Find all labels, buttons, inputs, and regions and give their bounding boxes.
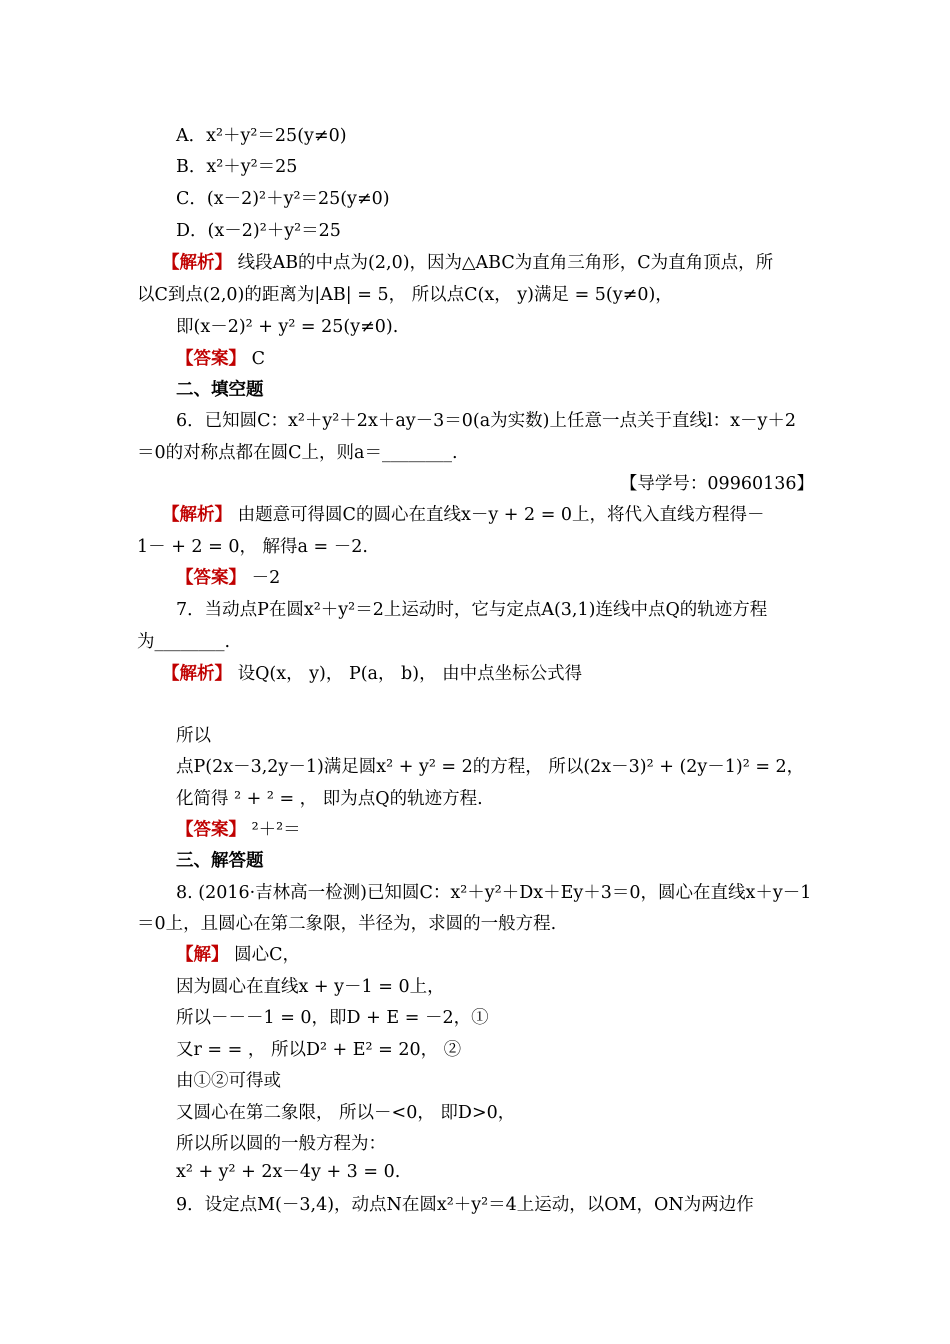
solution-line: 因为圆心在直线x + y－1 = 0上， xyxy=(176,977,445,997)
answer-tag: 【答案】 xyxy=(176,820,246,840)
solution-line: 所以所以圆的一般方程为： xyxy=(176,1134,386,1154)
analysis-line: 化简得 ² + ² = ， 即为点Q的轨迹方程. xyxy=(176,789,483,809)
analysis-line: 所以 xyxy=(176,726,211,746)
answer-line xyxy=(176,347,265,371)
solution-line: 又r = = ， 所以D² + E² = 20， ② xyxy=(176,1040,462,1060)
question-text: 7．当动点P在圆x²＋y²＝2上运动时，它与定点A(3,1)连线中点Q的轨迹方程 xyxy=(176,600,768,620)
solution-line: 由①②可得或 xyxy=(176,1071,281,1091)
answer-text: ²＋²＝ xyxy=(246,820,301,840)
analysis-text: 设Q(x， y)， P(a， b)， 由中点坐标公式得 xyxy=(232,664,583,684)
answer-tag: 【答案】 xyxy=(176,349,246,369)
question-text: ＝0上，且圆心在第二象限，半径为，求圆的一般方程. xyxy=(137,914,557,934)
option-b: B．x²＋y²＝25 xyxy=(176,157,298,177)
answer-tag: 【答案】 xyxy=(176,568,246,588)
option-d: D．(x－2)²＋y²＝25 xyxy=(176,221,341,241)
analysis-tag: 【解析】 xyxy=(162,664,232,684)
section-heading: 二、填空题 xyxy=(176,380,264,400)
answer-line xyxy=(176,566,280,590)
reference-number: 【导学号：09960136】 xyxy=(619,474,814,494)
analysis-text: 线段AB的中点为(2,0)，因为△ABC为直角三角形，C为直角顶点，所 xyxy=(232,253,774,273)
solution-line: 所以－－－1 = 0，即D + E = －2，① xyxy=(176,1008,489,1028)
analysis-line: 点P(2x－3,2y－1)满足圆x² + y² = 2的方程， 所以(2x－3)² + (2y－1)² = 2， xyxy=(176,757,805,777)
solution-text: 圆心C， xyxy=(228,945,300,965)
analysis-line: 即(x－2)² + y² = 25(y≠0). xyxy=(176,317,399,337)
analysis-line: 1－ + 2 = 0， 解得a = －2. xyxy=(137,537,368,557)
solution-tag: 【解】 xyxy=(176,945,229,965)
option-a: A．x²＋y²＝25(y≠0) xyxy=(176,126,347,146)
answer-text: －2 xyxy=(246,568,281,588)
analysis-line xyxy=(162,251,773,275)
analysis-line xyxy=(162,503,765,527)
question-text: 8. (2016·吉林高一检测)已知圆C：x²＋y²＋Dx＋Ey＋3＝0，圆心在直线x＋y－1 xyxy=(176,883,812,903)
question-text: 6．已知圆C：x²＋y²＋2x＋ay－3＝0(a为实数)上任意一点关于直线l：x－y＋2 xyxy=(176,411,796,431)
section-heading: 三、解答题 xyxy=(176,851,264,871)
question-text: 9．设定点M(－3,4)，动点N在圆x²＋y²＝4上运动，以OM，ON为两边作 xyxy=(176,1195,754,1215)
solution-line: 又圆心在第二象限， 所以－<0， 即D>0， xyxy=(176,1103,516,1123)
answer-line xyxy=(176,818,301,842)
analysis-text: 由题意可得圆C的圆心在直线x－y + 2 = 0上，将代入直线方程得－ xyxy=(232,505,765,525)
option-c: C．(x－2)²＋y²＝25(y≠0) xyxy=(176,189,390,209)
analysis-tag: 【解析】 xyxy=(162,253,232,273)
answer-text: C xyxy=(246,349,265,369)
question-text: ＝0的对称点都在圆C上，则a＝________. xyxy=(137,443,458,463)
question-text: 为________. xyxy=(137,632,231,652)
solution-line xyxy=(176,943,300,967)
analysis-line: 以C到点(2,0)的距离为|AB| = 5， 所以点C(x， y)满足 = 5(y≠0)， xyxy=(137,285,673,305)
solution-line: x² + y² + 2x－4y + 3 = 0. xyxy=(176,1162,401,1182)
analysis-tag: 【解析】 xyxy=(162,505,232,525)
analysis-line xyxy=(162,662,582,686)
